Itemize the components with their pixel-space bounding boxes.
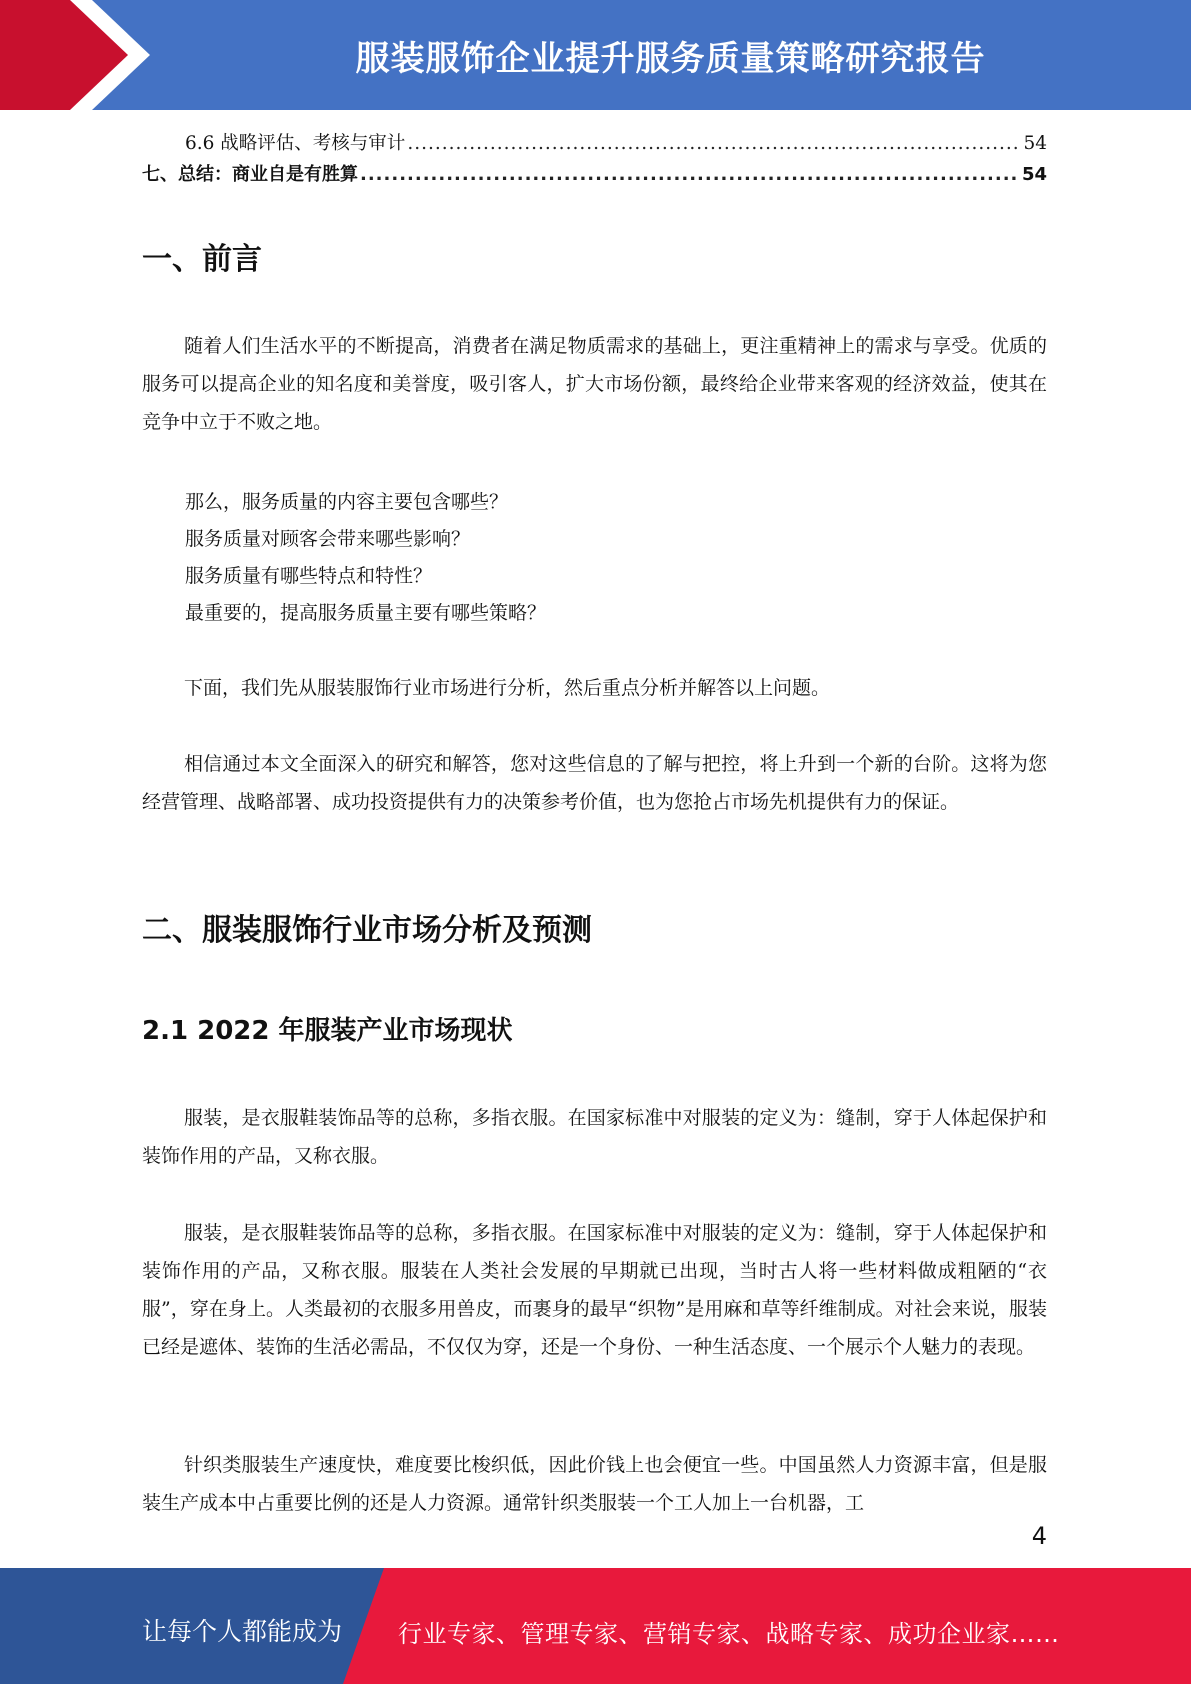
footer-slogan-right: 行业专家、管理专家、营销专家、战略专家、成功企业家…… [398,1620,1060,1648]
section-heading: 一、前言 [142,242,262,277]
question-line: 服务质量对顾客会带来哪些影响？ [185,528,471,550]
toc-entry-page: 54 [1021,164,1047,185]
toc-entry-label: 七、总结：商业自是有胜算 [142,164,358,185]
section-heading: 二、服装服饰行业市场分析及预测 [142,913,592,948]
document-title: 服装服饰企业提升服务质量策略研究报告 [355,38,986,79]
toc-entry-page: 54 [1023,133,1047,154]
footer-slogan-left: 让每个人都能成为 [142,1617,343,1646]
paragraph: 服装，是衣服鞋装饰品等的总称，多指衣服。在国家标准中对服装的定义为：缝制，穿于人体起保护和装饰作用的产品，又称衣服。服装在人类社会发展的早期就已出现，当时古人将一些材料做成粗陋的“衣服”，穿在身上。人类最初的衣服多用兽皮，而裹身的最早“织物”是用麻和草等纤维制成。对社会来说，服装已经是遮体、装饰的生活必需品，不仅仅为穿，还是一个身份、一种生活态度、一个展示个人魅力的表现。 [142,1222,1047,1358]
question-line: 那么，服务质量的内容主要包含哪些？ [185,491,509,513]
toc-leader-dots [407,133,1021,154]
toc-entry-label: 6.6 战略评估、考核与审计 [185,133,406,154]
subsection-heading: 2.1 2022 年服装产业市场现状 [142,1016,513,1046]
question-line: 最重要的，提高服务质量主要有哪些策略？ [185,602,547,624]
header-banner [0,0,1191,110]
paragraph: 随着人们生活水平的不断提高，消费者在满足物质需求的基础上，更注重精神上的需求与享受。优质的服务可以提高企业的知名度和美誉度，吸引客人，扩大市场份额，最终给企业带来客观的经济效益，使其在竞争中立于不败之地。 [142,335,1047,433]
toc-entry[interactable] [185,129,1047,155]
paragraph: 下面，我们先从服装服饰行业市场进行分析，然后重点分析并解答以上问题。 [184,677,831,699]
page-number: 4 [1031,1522,1047,1550]
toc-entry[interactable] [142,160,1047,186]
paragraph: 针织类服装生产速度快，难度要比梭织低，因此价钱上也会便宜一些。中国虽然人力资源丰富，但是服装生产成本中占重要比例的还是人力资源。通常针织类服装一个工人加上一台机器，工 [142,1454,1047,1514]
toc-leader-dots [360,164,1020,185]
question-line: 服务质量有哪些特点和特性？ [185,565,433,587]
paragraph: 服装，是衣服鞋装饰品等的总称，多指衣服。在国家标准中对服装的定义为：缝制，穿于人体起保护和装饰作用的产品，又称衣服。 [142,1107,1047,1167]
paragraph: 相信通过本文全面深入的研究和解答，您对这些信息的了解与把控，将上升到一个新的台阶。这将为您经营管理、战略部署、成功投资提供有力的决策参考价值，也为您抢占市场先机提供有力的保证。 [142,753,1047,813]
